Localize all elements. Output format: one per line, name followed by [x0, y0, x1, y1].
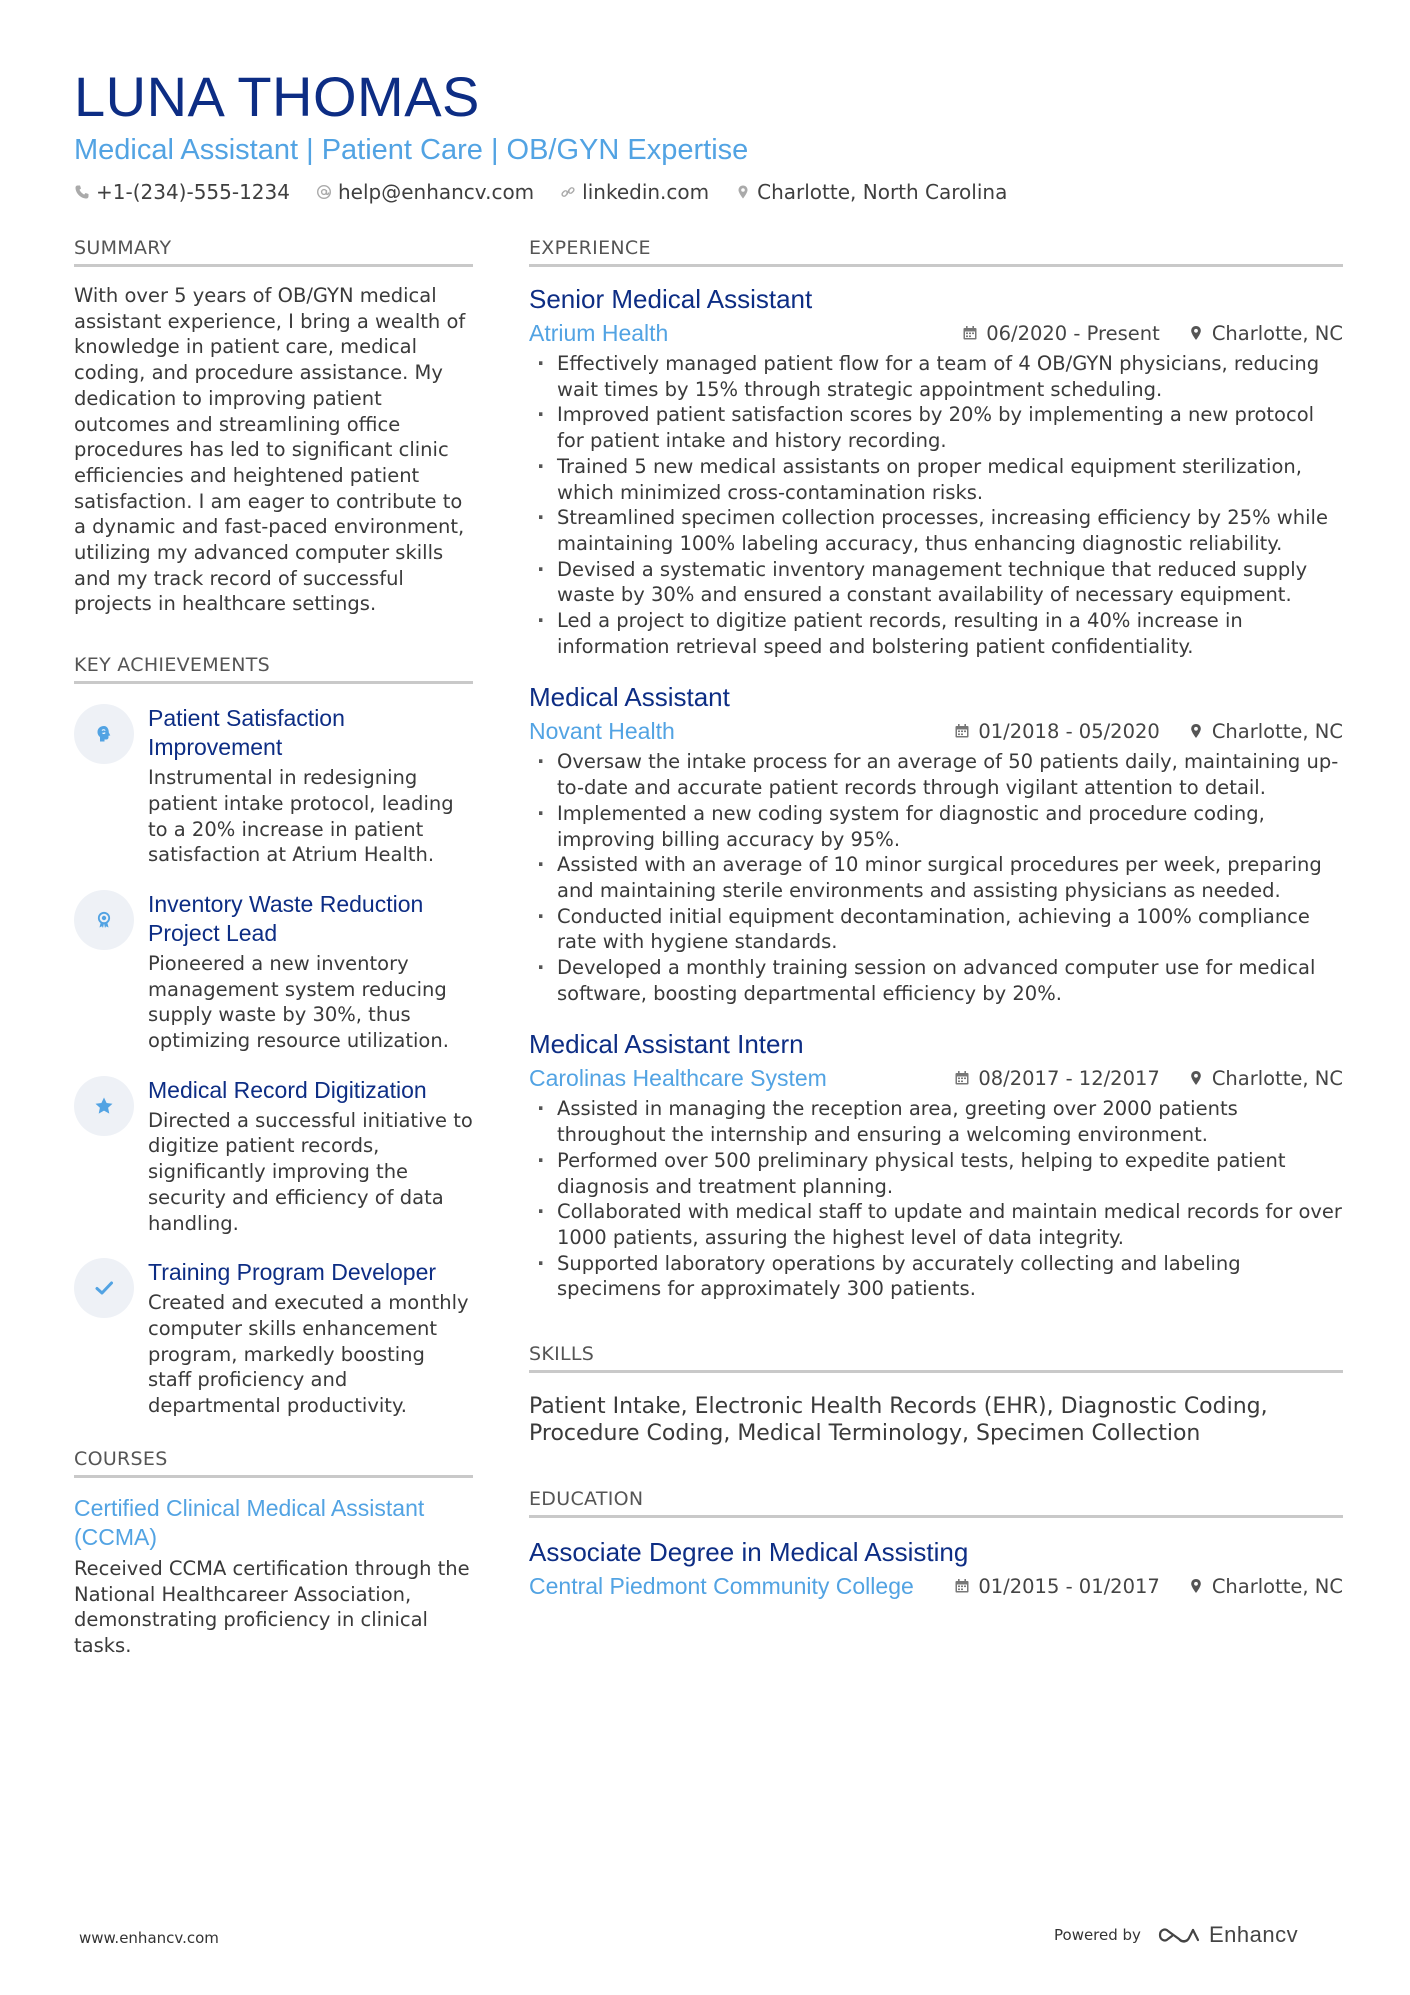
education-heading: EDUCATION	[529, 1487, 1343, 1518]
skills-heading: SKILLS	[529, 1342, 1343, 1373]
education-dates-text: 01/2015 - 01/2017	[978, 1574, 1160, 1598]
job-bullet: · Oversaw the intake process for an average of 50 patients daily, maintaining up-to-date and accurate patient records through vigilant attention to detail.	[529, 749, 1343, 800]
achievement-item	[74, 890, 473, 1054]
job-location	[1188, 322, 1343, 345]
course-desc: Received CCMA certification through the National Healthcareer Association, demonstrating proficiency in clinical tasks.	[74, 1556, 470, 1657]
enhancv-logo-icon	[1157, 1924, 1201, 1946]
location-pin-icon	[1188, 723, 1204, 739]
job-dates-text: 06/2020 - Present	[986, 321, 1160, 345]
job-bullets	[529, 1096, 1343, 1302]
contact-phone	[74, 180, 290, 204]
summary-heading: SUMMARY	[74, 236, 473, 267]
achievement-item	[74, 704, 473, 868]
achievement-desc: Instrumental in redesigning patient intake protocol, leading to a 20% increase in patient satisfaction at Atrium Health.	[148, 766, 454, 867]
courses-heading: COURSES	[74, 1447, 473, 1478]
left-column	[74, 236, 473, 1659]
summary-section	[74, 236, 473, 617]
achievement-item	[74, 1258, 473, 1419]
job-bullet: · Assisted with an average of 10 minor surgical procedures per week, preparing and maintaining sterile environments and assisting physicians as needed.	[529, 852, 1343, 903]
job-bullet: · Trained 5 new medical assistants on proper medical equipment sterilization, which minimized cross-contamination risks.	[529, 454, 1343, 505]
job-bullet: · Conducted initial equipment decontamination, achieving a 100% compliance rate with hygiene standards.	[529, 904, 1343, 955]
achievements-list	[74, 704, 473, 1419]
location-pin-icon	[1188, 1070, 1204, 1086]
powered-by-label: Powered by	[1054, 1926, 1141, 1944]
job-location-text: Charlotte, NC	[1211, 719, 1343, 743]
job-title: Medical Assistant Intern	[529, 1029, 804, 1060]
candidate-name: LUNA THOMAS	[74, 65, 480, 128]
job-bullet: · Led a project to digitize patient records, resulting in a 40% increase in information retrieval speed and bolstering patient confidentiality.	[529, 608, 1343, 659]
achievement-icon-wrap	[74, 1076, 134, 1136]
job-bullet: · Supported laboratory operations by accurately collecting and labeling specimens for approximately 300 patients.	[529, 1251, 1343, 1302]
job-bullet: · Developed a monthly training session on advanced computer use for medical software, boosting departmental efficiency by 20%.	[529, 955, 1343, 1006]
education-meta	[529, 1572, 1343, 1600]
brand-name: Enhancv	[1208, 1922, 1299, 1947]
job-bullets	[529, 749, 1343, 1006]
summary-text: With over 5 years of OB/GYN medical assistant experience, I bring a wealth of knowledge in patient care, medical coding, and procedure assistance. My dedication to improving patient outcomes and streamlining office procedures has led to significant clinic efficiencies and heightened patient satisfaction. I am eager to contribute to a dynamic and fast-paced environment, utilizing my advanced computer skills and my track record of successful projects in healthcare settings.	[74, 284, 466, 616]
job-title: Medical Assistant	[529, 682, 730, 713]
education-location	[1188, 1575, 1343, 1598]
check-icon	[93, 1277, 115, 1299]
job-meta-right	[962, 322, 1343, 345]
achievement-title: Inventory Waste Reduction Project Lead	[148, 890, 424, 946]
course-title: Certified Clinical Medical Assistant (CCMA)	[74, 1494, 425, 1550]
job-bullets	[529, 351, 1343, 659]
linkedin-text[interactable]: linkedin.com	[582, 180, 710, 204]
job-bullet: · Assisted in managing the reception area, greeting over 2000 patients throughout the internship and ensuring a welcoming environment.	[529, 1096, 1343, 1147]
phone-icon	[74, 184, 90, 200]
achievement-title: Patient Satisfaction Improvement	[148, 705, 345, 761]
courses-section	[74, 1447, 473, 1659]
achievement-title: Medical Record Digitization	[148, 1076, 427, 1103]
achievement-icon-wrap	[74, 890, 134, 950]
job-location	[1188, 1067, 1343, 1090]
job-meta-right	[954, 1067, 1343, 1090]
job-bullet: · Effectively managed patient flow for a team of 4 OB/GYN physicians, reducing wait times by 15% through strategic appointment scheduling.	[529, 351, 1343, 402]
job-bullet: · Improved patient satisfaction scores by 20% by implementing a new protocol for patient intake and history recording.	[529, 402, 1343, 453]
skills-section	[529, 1342, 1343, 1447]
experience-section	[529, 236, 1343, 1302]
job-meta-right	[954, 720, 1343, 743]
job-bullet: · Collaborated with medical staff to update and maintain medical records for over 1000 patients, assuring the highest level of data integrity.	[529, 1199, 1343, 1250]
contact-row	[74, 180, 1344, 204]
phone-text: +1-(234)-555-1234	[96, 180, 290, 204]
job-bullet: · Implemented a new coding system for diagnostic and procedure coding, improving billing accuracy by 95%.	[529, 801, 1343, 852]
job-entry	[529, 681, 1343, 1006]
job-company: Novant Health	[529, 718, 675, 745]
contact-linkedin[interactable]	[560, 180, 709, 204]
contact-email[interactable]	[316, 180, 534, 204]
candidate-tagline: Medical Assistant | Patient Care | OB/GYN Expertise	[74, 134, 749, 166]
achievement-icon-wrap	[74, 704, 134, 764]
achievement-desc: Directed a successful initiative to digitize patient records, significantly improving the security and efficiency of data handling.	[148, 1108, 473, 1235]
job-bullet: · Performed over 500 preliminary physical tests, helping to expedite patient diagnosis and treatment planning.	[529, 1148, 1343, 1199]
job-dates	[954, 1067, 1159, 1090]
job-company: Atrium Health	[529, 320, 669, 346]
achievements-heading: KEY ACHIEVEMENTS	[74, 653, 473, 684]
achievement-desc: Pioneered a new inventory management system reducing supply waste by 30%, thus optimizing resource utilization.	[148, 951, 449, 1053]
link-icon	[560, 184, 576, 200]
education-location-text: Charlotte, NC	[1211, 1574, 1343, 1598]
achievement-desc: Created and executed a monthly computer skills enhancement program, markedly boosting staff proficiency and departmental productivity.	[148, 1291, 469, 1418]
achievement-item	[74, 1076, 473, 1237]
job-meta	[529, 1064, 1343, 1092]
calendar-icon	[962, 325, 978, 341]
job-meta	[529, 717, 1343, 745]
job-dates	[962, 322, 1160, 345]
experience-heading: EXPERIENCE	[529, 236, 1343, 267]
job-dates	[954, 720, 1159, 743]
award-icon	[93, 909, 115, 931]
education-dates	[954, 1575, 1159, 1598]
achievement-body	[148, 704, 473, 868]
education-meta-right	[954, 1575, 1343, 1598]
brain-icon	[93, 723, 115, 745]
job-bullet: · Streamlined specimen collection processes, increasing efficiency by 25% while maintaining 100% labeling accuracy, thus enhancing diagnostic reliability.	[529, 505, 1343, 556]
right-column	[529, 236, 1343, 1600]
job-location-text: Charlotte, NC	[1211, 1066, 1343, 1090]
job-entry	[529, 1028, 1343, 1302]
skills-text: Patient Intake, Electronic Health Records (EHR), Diagnostic Coding, Procedure Coding, Medical Terminology, Specimen Collection	[529, 1394, 1268, 1447]
achievement-title: Training Program Developer	[148, 1259, 437, 1286]
achievement-body	[148, 890, 473, 1054]
achievement-icon-wrap	[74, 1258, 134, 1318]
location-pin-icon	[1188, 1578, 1204, 1594]
education-school: Central Piedmont Community College	[529, 1573, 914, 1600]
education-degree: Associate Degree in Medical Assisting	[529, 1537, 969, 1568]
calendar-icon	[954, 1578, 970, 1594]
brand-logo[interactable]	[1157, 1922, 1298, 1948]
job-location-text: Charlotte, NC	[1211, 321, 1343, 345]
location-pin-icon	[1188, 325, 1204, 341]
achievement-body	[148, 1076, 473, 1237]
resume-header	[74, 64, 1344, 204]
job-dates-text: 01/2018 - 05/2020	[978, 719, 1160, 743]
job-bullet: · Devised a systematic inventory management technique that reduced supply waste by 30% and ensured a constant availability of necessary equipment.	[529, 557, 1343, 608]
education-section	[529, 1487, 1343, 1600]
at-icon	[316, 184, 332, 200]
achievements-section	[74, 653, 473, 1419]
achievement-body	[148, 1258, 473, 1419]
calendar-icon	[954, 1070, 970, 1086]
contact-location	[735, 180, 1007, 204]
calendar-icon	[954, 723, 970, 739]
footer-website[interactable]: www.enhancv.com	[79, 1929, 219, 1947]
star-icon	[93, 1095, 115, 1117]
email-text[interactable]: help@enhancv.com	[337, 180, 535, 204]
job-title: Senior Medical Assistant	[529, 284, 813, 314]
job-location	[1188, 720, 1343, 743]
location-pin-icon	[735, 184, 751, 200]
footer-branding	[1054, 1922, 1298, 1948]
job-dates-text: 08/2017 - 12/2017	[978, 1066, 1160, 1090]
job-meta	[529, 319, 1343, 347]
job-entry	[529, 283, 1343, 659]
location-text: Charlotte, North Carolina	[757, 180, 1008, 204]
job-company: Carolinas Healthcare System	[529, 1065, 827, 1092]
